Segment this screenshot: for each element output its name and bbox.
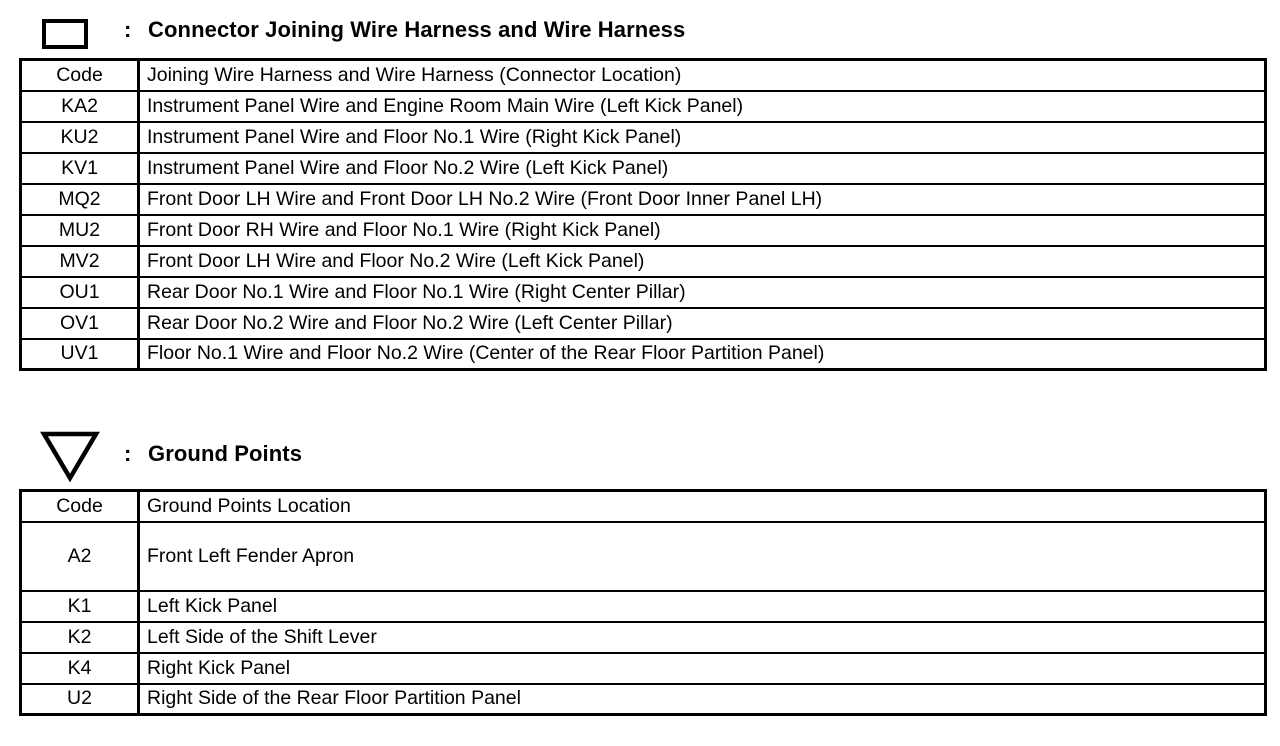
ground-triangle-icon [40, 431, 100, 488]
row-code: MV2 [21, 246, 139, 277]
row-code: KU2 [21, 122, 139, 153]
connector-section-title: Connector Joining Wire Harness and Wire Harness [148, 17, 686, 42]
connector-table [19, 58, 1267, 371]
row-description: Left Side of the Shift Lever [139, 622, 1266, 653]
table-row [21, 308, 1266, 339]
row-code: K4 [21, 653, 139, 684]
ground-section-colon: : [124, 441, 132, 466]
row-description: Instrument Panel Wire and Floor No.2 Wire (Left Kick Panel) [139, 153, 1266, 184]
row-description: Rear Door No.2 Wire and Floor No.2 Wire (Left Center Pillar) [139, 308, 1266, 339]
table-row [21, 91, 1266, 122]
row-description: Front Door LH Wire and Floor No.2 Wire (Left Kick Panel) [139, 246, 1266, 277]
table-row [21, 522, 1266, 591]
location-column-header: Ground Points Location [139, 491, 1266, 522]
row-description: Instrument Panel Wire and Engine Room Main Wire (Left Kick Panel) [139, 91, 1266, 122]
table-header-row [21, 491, 1266, 522]
row-description: Rear Door No.1 Wire and Floor No.1 Wire (Right Center Pillar) [139, 277, 1266, 308]
row-code: U2 [21, 684, 139, 715]
row-description: Right Side of the Rear Floor Partition Panel [139, 684, 1266, 715]
row-code: K1 [21, 591, 139, 622]
connector-section-colon: : [124, 17, 132, 42]
ground-points-table [19, 489, 1267, 716]
table-header-row [21, 60, 1266, 91]
table-row [21, 277, 1266, 308]
row-code: A2 [21, 522, 139, 591]
location-column-header: Joining Wire Harness and Wire Harness (Connector Location) [139, 60, 1266, 91]
row-code: MQ2 [21, 184, 139, 215]
table-row [21, 153, 1266, 184]
row-code: MU2 [21, 215, 139, 246]
table-row [21, 246, 1266, 277]
row-description: Front Door LH Wire and Front Door LH No.2 Wire (Front Door Inner Panel LH) [139, 184, 1266, 215]
table-row [21, 122, 1266, 153]
table-row [21, 622, 1266, 653]
row-code: KV1 [21, 153, 139, 184]
connector-box-icon [42, 19, 88, 49]
row-description: Left Kick Panel [139, 591, 1266, 622]
table-row [21, 684, 1266, 715]
row-code: KA2 [21, 91, 139, 122]
row-code: K2 [21, 622, 139, 653]
code-column-header: Code [21, 491, 139, 522]
row-description: Right Kick Panel [139, 653, 1266, 684]
row-description: Front Door RH Wire and Floor No.1 Wire (Right Kick Panel) [139, 215, 1266, 246]
row-description: Floor No.1 Wire and Floor No.2 Wire (Center of the Rear Floor Partition Panel) [139, 339, 1266, 370]
row-code: UV1 [21, 339, 139, 370]
table-row [21, 215, 1266, 246]
row-description: Instrument Panel Wire and Floor No.1 Wire (Right Kick Panel) [139, 122, 1266, 153]
row-code: OV1 [21, 308, 139, 339]
table-row [21, 184, 1266, 215]
table-row [21, 653, 1266, 684]
ground-section-title: Ground Points [148, 441, 303, 466]
table-row [21, 339, 1266, 370]
table-row [21, 591, 1266, 622]
row-description: Front Left Fender Apron [139, 522, 1266, 591]
code-column-header: Code [21, 60, 139, 91]
row-code: OU1 [21, 277, 139, 308]
